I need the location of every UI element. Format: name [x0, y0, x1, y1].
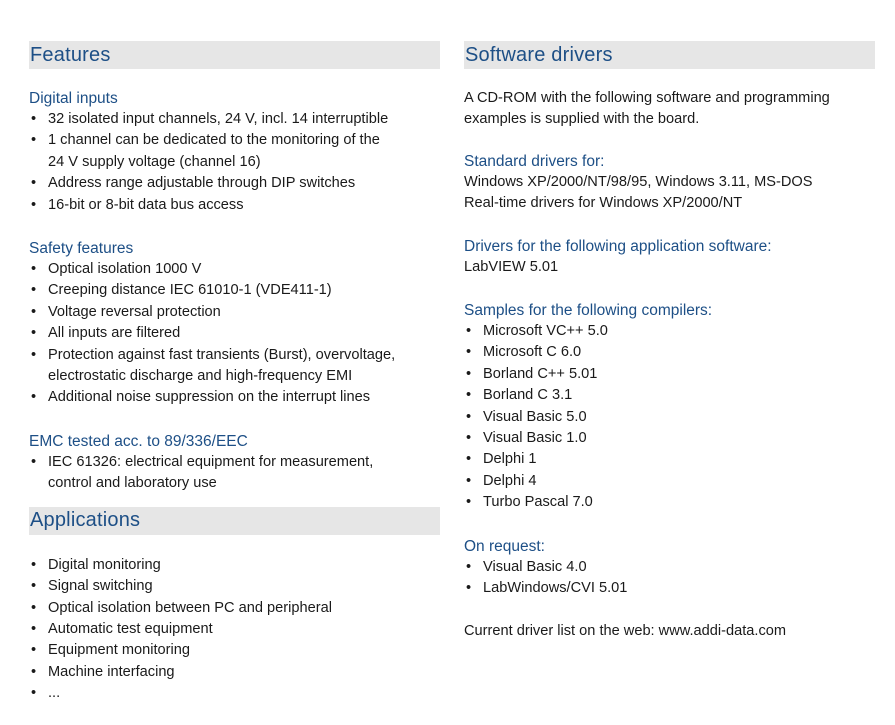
bullet-icon: •	[31, 389, 37, 406]
emc-list	[29, 452, 440, 495]
list-item: • IEC 61326: electrical equipment for measurement,	[29, 452, 440, 473]
bullet-icon: •	[31, 346, 37, 363]
left-column	[29, 41, 440, 705]
bullet-icon: •	[31, 599, 37, 616]
bullet-icon: •	[31, 196, 37, 213]
features-header	[29, 41, 440, 69]
bullet-icon: •	[31, 175, 37, 192]
list-item: • Turbo Pascal 7.0	[464, 492, 875, 513]
bullet-icon: •	[466, 472, 472, 489]
list-item: • Creeping distance IEC 61010-1 (VDE411-1)	[29, 280, 440, 301]
list-item: • Optical isolation 1000 V	[29, 259, 440, 280]
bullet-icon: •	[31, 303, 37, 320]
bullet-icon: •	[466, 580, 472, 597]
on-request-list	[464, 557, 875, 600]
list-item: • ...	[29, 683, 440, 704]
intro-line: A CD-ROM with the following software and programming	[464, 90, 830, 106]
list-item: • Digital monitoring	[29, 555, 440, 576]
list-item: • 1 channel can be dedicated to the monitoring of the	[29, 130, 440, 151]
bullet-icon: •	[31, 453, 37, 470]
list-item: • Address range adjustable through DIP switches	[29, 173, 440, 194]
bullet-icon: •	[31, 556, 37, 573]
bullet-icon: •	[466, 494, 472, 511]
bullet-icon: •	[31, 325, 37, 342]
application-drivers-line: LabVIEW 5.01	[464, 258, 559, 275]
bullet-icon: •	[466, 451, 472, 468]
list-item: • Borland C 3.1	[464, 385, 875, 406]
list-item: • 32 isolated input channels, 24 V, incl. 14 interruptible	[29, 109, 440, 130]
list-item: • Additional noise suppression on the interrupt lines	[29, 387, 440, 408]
standard-drivers-line: Real-time drivers for Windows XP/2000/NT	[464, 195, 743, 212]
list-item: • Microsoft C 6.0	[464, 342, 875, 363]
applications-list	[29, 555, 440, 705]
list-item: • Optical isolation between PC and peripheral	[29, 598, 440, 619]
list-item: • Visual Basic 4.0	[464, 557, 875, 578]
safety-features-heading: Safety features	[29, 240, 134, 258]
bullet-icon: •	[466, 344, 472, 361]
features-title: Features	[30, 43, 111, 66]
bullet-icon: •	[31, 663, 37, 680]
list-item: • 16-bit or 8-bit data bus access	[29, 195, 440, 216]
list-item-continuation: electrostatic discharge and high-frequency EMI	[48, 368, 353, 385]
applications-header	[29, 507, 440, 535]
emc-heading: EMC tested acc. to 89/336/EEC	[29, 432, 248, 450]
standard-drivers-heading: Standard drivers for:	[464, 152, 605, 170]
list-item: • All inputs are filtered	[29, 323, 440, 344]
bullet-icon: •	[466, 430, 472, 447]
digital-inputs-list	[29, 109, 440, 216]
list-item: • LabWindows/CVI 5.01	[464, 578, 875, 599]
list-item: • Equipment monitoring	[29, 640, 440, 661]
driver-list-web-link: Current driver list on the web: www.addi-data.com	[464, 622, 787, 639]
list-item: • Automatic test equipment	[29, 619, 440, 640]
list-item: • Protection against fast transients (Burst), overvoltage,	[29, 345, 440, 366]
bullet-icon: •	[466, 558, 472, 575]
list-item: • Voltage reversal protection	[29, 302, 440, 323]
list-item-continuation: control and laboratory use	[48, 475, 217, 492]
bullet-icon: •	[31, 578, 37, 595]
list-item-continuation: 24 V supply voltage (channel 16)	[48, 153, 261, 170]
list-item: • Delphi 1	[464, 449, 875, 470]
safety-features-list	[29, 259, 440, 409]
bullet-icon: •	[31, 132, 37, 149]
samples-heading: Samples for the following compilers:	[464, 302, 713, 320]
bullet-icon: •	[31, 111, 37, 127]
list-item: • Borland C++ 5.01	[464, 364, 875, 385]
software-header	[464, 41, 875, 69]
list-item: • Machine interfacing	[29, 662, 440, 683]
bullet-icon: •	[466, 323, 472, 340]
bullet-icon: •	[31, 282, 37, 299]
right-column	[464, 41, 875, 642]
list-item: • Delphi 4	[464, 471, 875, 492]
samples-list	[464, 321, 875, 514]
software-title: Software drivers	[465, 43, 613, 66]
bullet-icon: •	[466, 365, 472, 382]
applications-title: Applications	[30, 509, 141, 532]
bullet-icon: •	[31, 685, 37, 702]
bullet-icon: •	[31, 261, 37, 278]
bullet-icon: •	[466, 387, 472, 404]
on-request-heading: On request:	[464, 537, 545, 555]
digital-inputs-heading: Digital inputs	[29, 90, 118, 107]
bullet-icon: •	[31, 620, 37, 637]
bullet-icon: •	[466, 408, 472, 425]
list-item: • Microsoft VC++ 5.0	[464, 321, 875, 342]
bullet-icon: •	[31, 642, 37, 659]
standard-drivers-line: Windows XP/2000/NT/98/95, Windows 3.11, MS-DOS	[464, 173, 813, 190]
list-item: • Signal switching	[29, 576, 440, 597]
list-item: • Visual Basic 5.0	[464, 407, 875, 428]
list-item: • Visual Basic 1.0	[464, 428, 875, 449]
application-drivers-heading: Drivers for the following application software:	[464, 237, 772, 255]
intro-line: examples is supplied with the board.	[464, 111, 700, 128]
